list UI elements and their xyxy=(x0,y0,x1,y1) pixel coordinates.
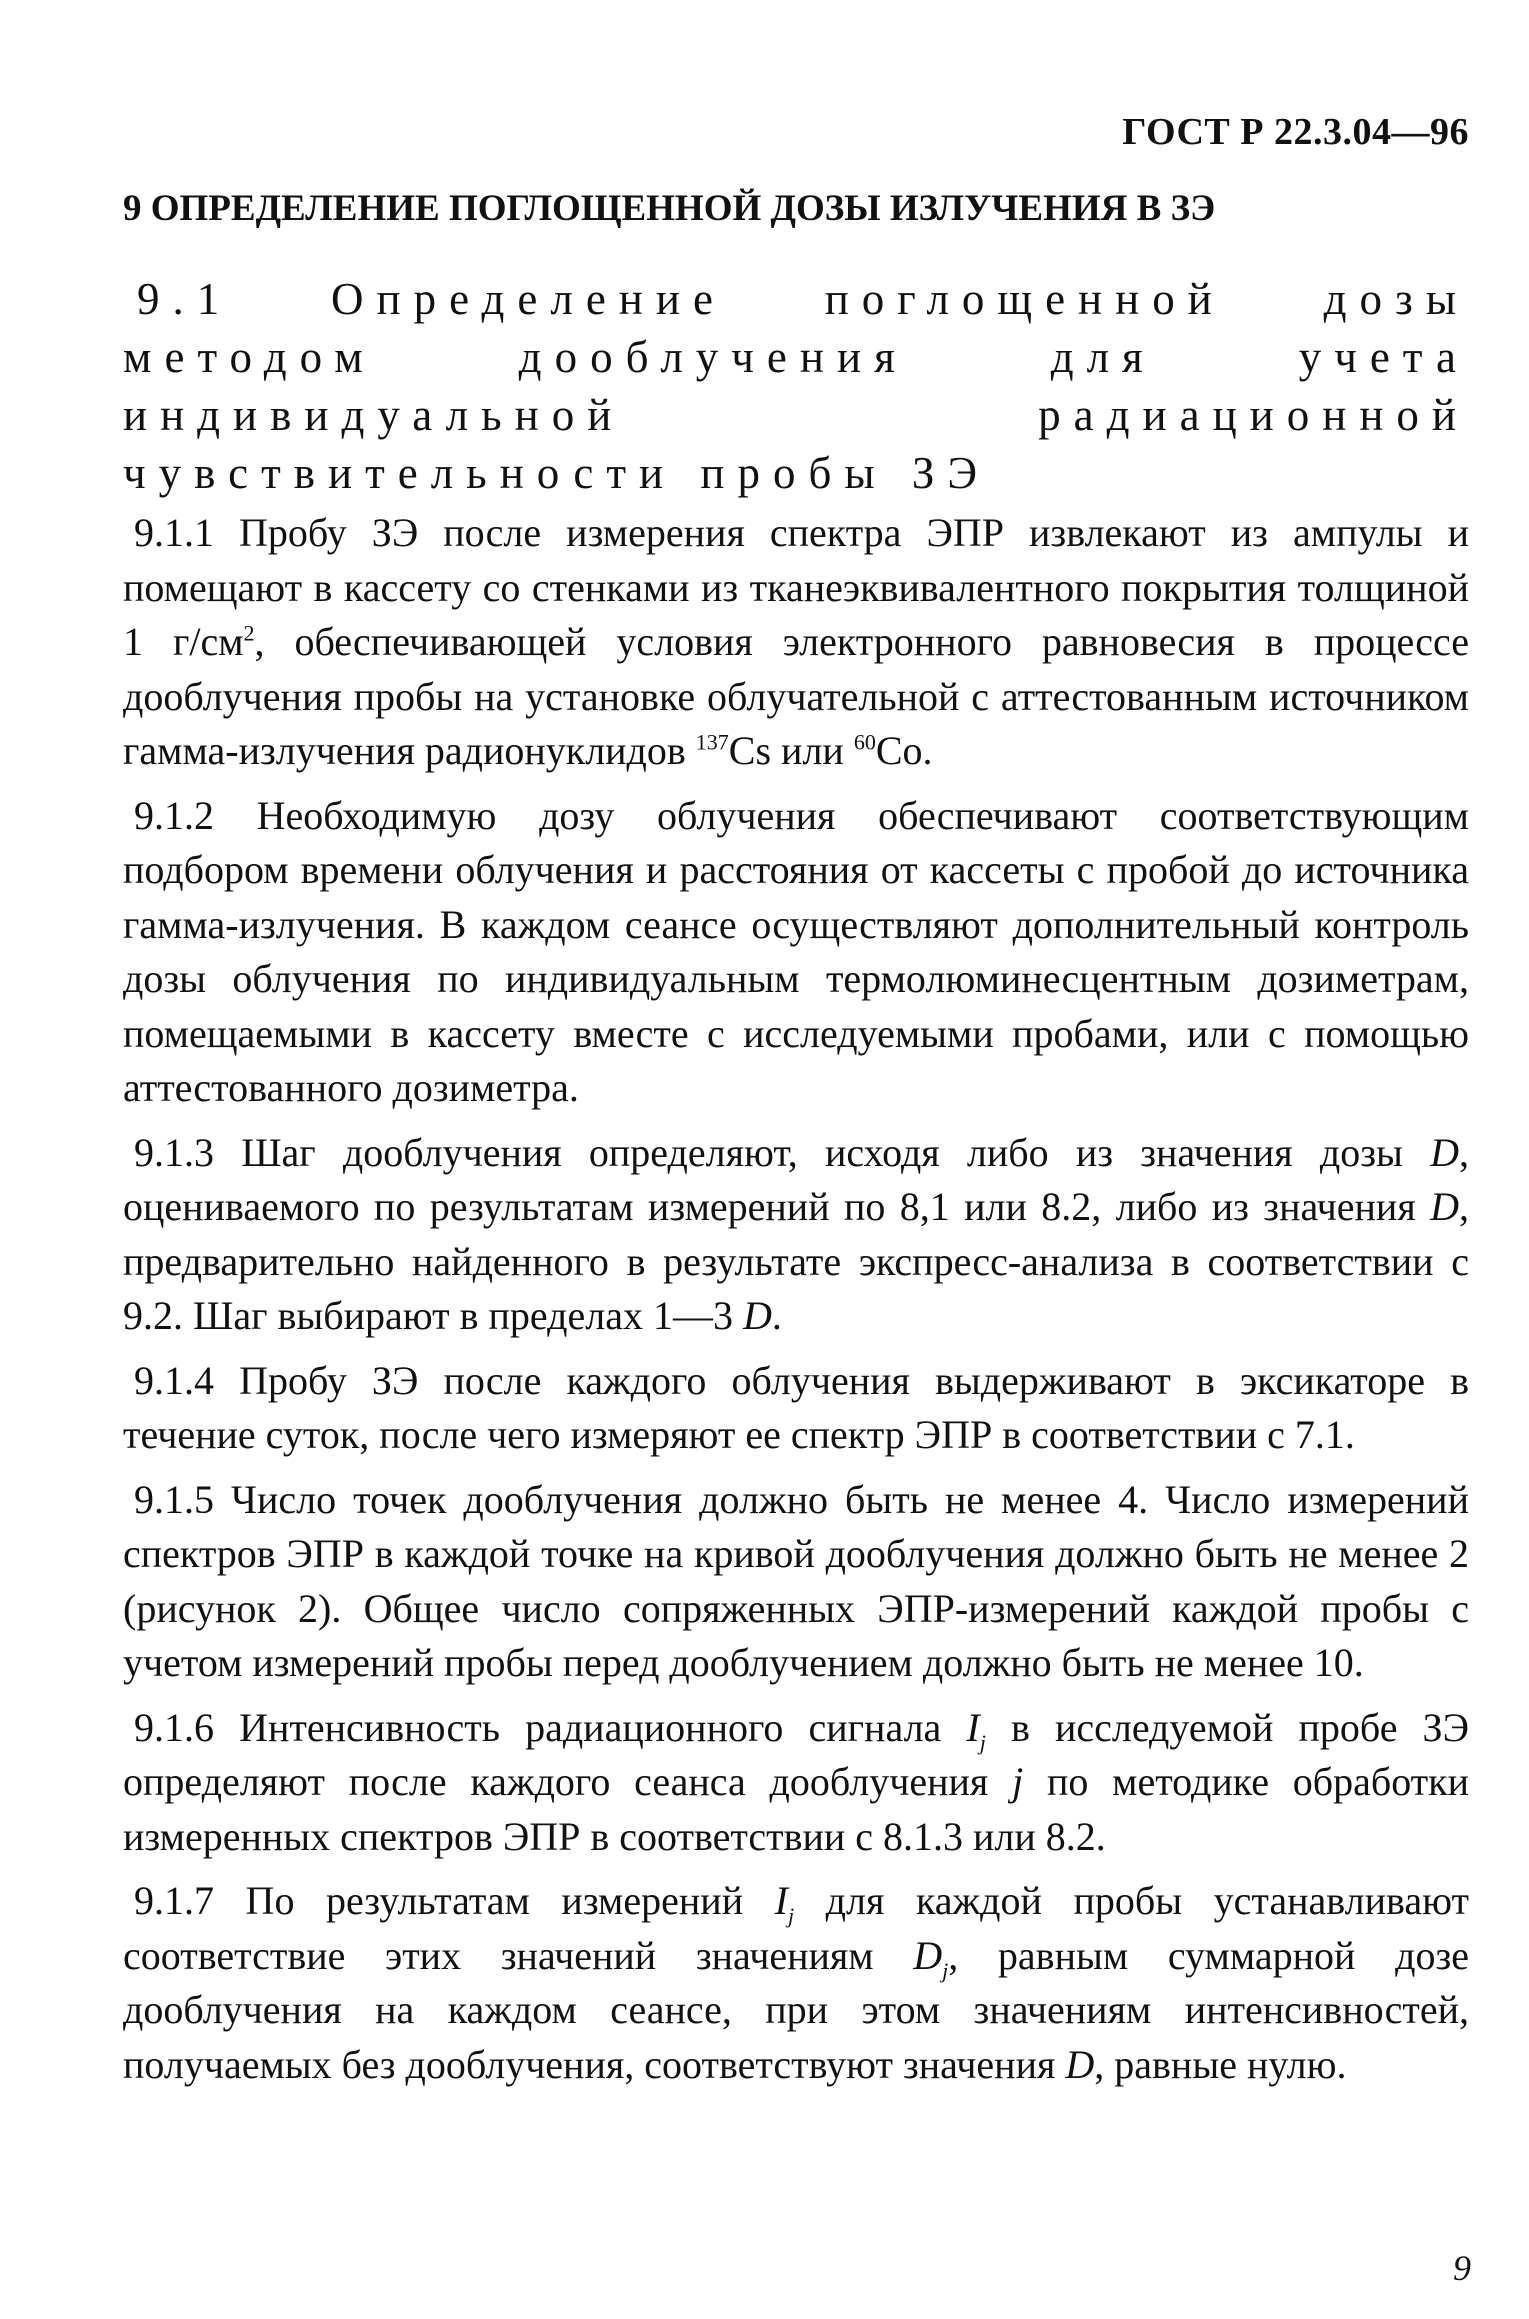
document-code-header: ГОСТ Р 22.3.04—96 xyxy=(1122,111,1469,153)
paragraph-9-1-1: 9.1.1 Пробу ЗЭ после измерения спектра ЭПР извлекают из ампулы и помещают в кассету со стенками из тканеэквивалентного покрытия толщиной 1 $г/см^2$, обеспечивающей условия электронного равновесия в процессе дооблучения пробы на установке облучательной с аттестованным источником гамма-излучения радионуклидов $^{137}$Cs или $^{60}$Co. xyxy=(123,510,1469,773)
paragraph-9-1-2: 9.1.2 Необходимую дозу облучения обеспечивают соответствующим подбором времени облучения и расстояния от кассеты с пробой до источника гамма-излучения. В каждом сеансе осуществляют дополнительный контроль дозы облучения по индивидуальным термолюминесцентным дозиметрам, помещаемыми в кассету вместе с исследуемыми пробами, или с помощью аттестованного дозиметра. xyxy=(123,792,1469,1110)
paragraph-9-1-5: 9.1.5 Число точек дооблучения должно быть не менее 4. Число измерений спектров ЭПР в каждой точке на кривой дооблучения должно быть не менее 2 (рисунок 2). Общее число сопряженных ЭПР-измерений каждой пробы с учетом измерений пробы перед дооблучением должно быть не менее 10. xyxy=(123,1476,1469,1685)
page-content xyxy=(123,186,1469,2102)
page-number: 9 xyxy=(1453,2248,1471,2288)
subsection-heading: 9.1 Определение поглощенной дозы методом дооблучения для учета индивидуальной радиационной чувствительности пробы ЗЭ xyxy=(123,274,1469,498)
paragraph-9-1-4: 9.1.4 Пробу ЗЭ после каждого облучения выдерживают в эксикаторе в течение суток, после чего измеряют ее спектр ЭПР в соответствии с 7.1. xyxy=(123,1357,1469,1457)
section-heading: 9 ОПРЕДЕЛЕНИЕ ПОГЛОЩЕННОЙ ДОЗЫ ИЗЛУЧЕНИЯ В ЗЭ xyxy=(123,188,1216,229)
paragraph-9-1-7: 9.1.7 По результатам измерений $I_j$ для каждой пробы устанавливают соответствие этих значений значениям $D_j$, равным суммарной дозе дооблучения на каждом сеансе, при этом значениям интенсивностей, получаемых без дооблучения, соответствуют значения D, равные нулю. xyxy=(123,1878,1469,2087)
paragraph-9-1-6: 9.1.6 Интенсивность радиационного сигнала $I_j$ в исследуемой пробе ЗЭ определяют после каждого сеанса дооблучения j по методике обработки измеренных спектров ЭПР в соответствии с 8.1.3 или 8.2. xyxy=(123,1704,1469,1859)
paragraph-9-1-3: 9.1.3 Шаг дооблучения определяют, исходя либо из значения дозы D, оцениваемого по результатам измерений по 8,1 или 8.2, либо из значения D, предварительно найденного в результате экспресс-анализа в соответствии с 9.2. Шаг выбирают в пределах 1—3 D. xyxy=(123,1129,1469,1338)
